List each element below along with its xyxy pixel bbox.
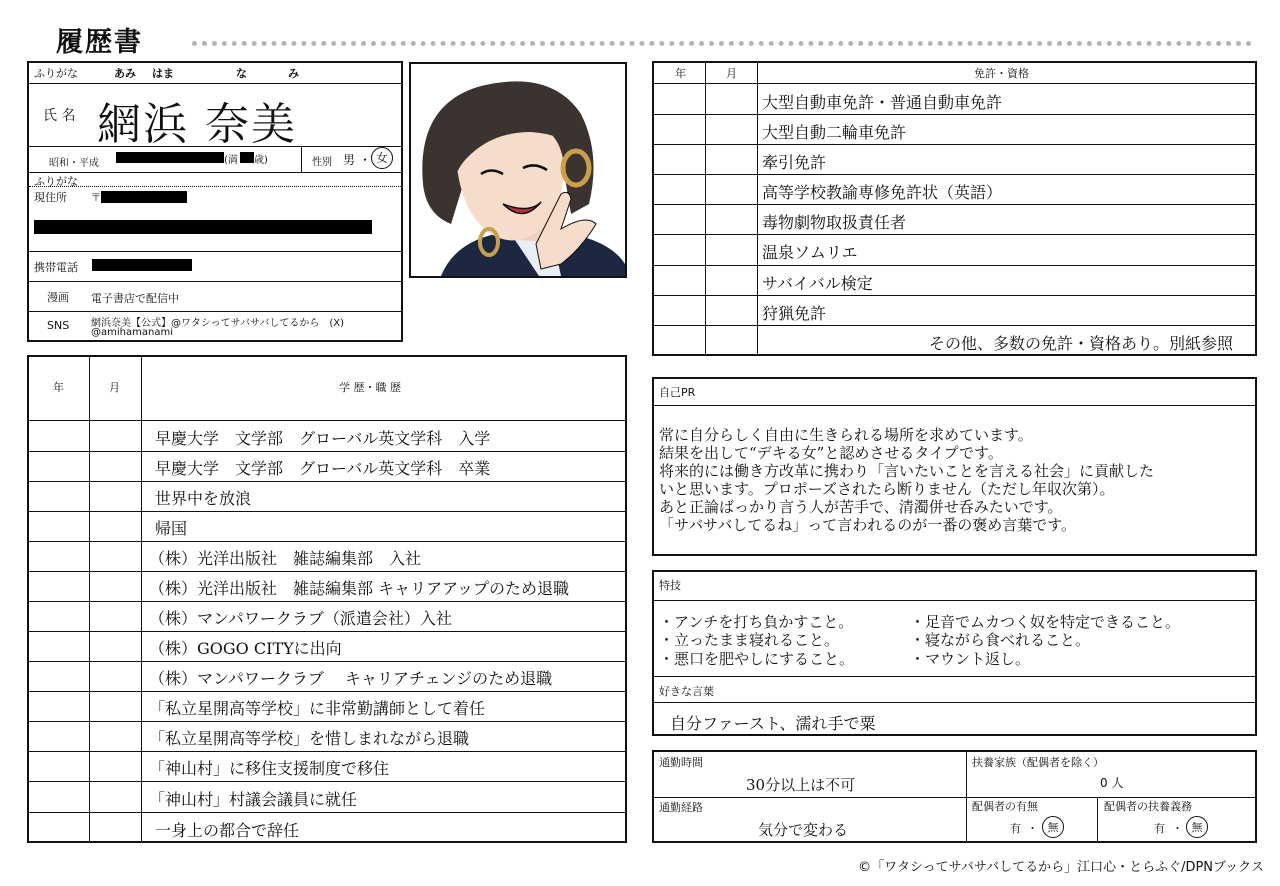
spouse-yes: 有 [1010, 822, 1021, 835]
portrait-photo [409, 62, 627, 278]
age-redacted [240, 152, 254, 163]
history-table [27, 355, 627, 843]
title-dotted-rule [192, 41, 1252, 46]
license-row: 毒物劇物取扱責任者 [762, 213, 907, 232]
license-row: 牽引免許 [762, 153, 827, 172]
gender-female-circled [371, 147, 393, 169]
gender-male: 男 [343, 153, 356, 167]
history-row: （株）GOGO CITYに出向 [149, 639, 342, 658]
self-pr-line: 結果を出して“デキる女”と認めさせるタイプです。 [659, 444, 1003, 462]
history-row: （株）マンパワークラブ（派遣会社）入社 [149, 609, 452, 628]
gender-label: 性別 [312, 157, 332, 168]
self-pr-label: 自己PR [659, 386, 696, 399]
commute-time-value: 30分以上は不可 [746, 776, 856, 794]
history-header-year: 年 [53, 381, 64, 394]
history-row: 世界中を放浪 [155, 489, 252, 508]
dependents-value: 0 人 [1100, 776, 1124, 790]
skills-box [652, 570, 1257, 736]
copyright-notice: ©「ワタシってサバサバしてるから」江口心・とらふぐ/DPNブックス [858, 860, 1264, 875]
favorite-words-label: 好きな言葉 [659, 685, 714, 698]
portrait-illustration [411, 64, 625, 276]
support-no: 無 [1186, 816, 1208, 838]
phone-redacted [92, 259, 192, 271]
self-pr-line: 将来的には働き方改革に携わり「言いたいことを言える社会」に貢献した [659, 462, 1155, 480]
age-close: 歳) [254, 155, 268, 166]
full-name: 網浜 奈美 [97, 99, 297, 150]
history-header-title: 学 歴・職 歴 [339, 381, 401, 394]
license-row: 狩猟免許 [762, 304, 827, 323]
history-row: 一身上の都合で辞任 [155, 821, 300, 840]
licenses-header-month: 月 [726, 67, 737, 80]
license-row: 高等学校教諭専修免許状（英語） [762, 183, 1003, 202]
address-furigana-label: ふりがな [34, 175, 78, 188]
furigana-1: あみ [114, 67, 136, 80]
licenses-header-year: 年 [675, 67, 686, 80]
history-row: （株）光洋出版社 雑誌編集部 キャリアアップのため退職 [149, 579, 569, 598]
furigana-2: はま [152, 67, 174, 80]
support-no-circled [1186, 816, 1208, 838]
history-row: （株）光洋出版社 雑誌編集部 入社 [149, 549, 422, 568]
age-open: (満 [224, 155, 238, 166]
favorite-words-value: 自分ファースト、濡れ手で粟 [670, 714, 876, 733]
history-row: 「神山村」村議会議員に就任 [149, 790, 358, 809]
document-title: 履歴書 [56, 27, 143, 58]
dependents-label: 扶養家族（配偶者を除く） [972, 756, 1104, 769]
self-pr-line: 常に自分らしく自由に生きられる場所を求めています。 [659, 426, 1033, 444]
furigana-3: な [236, 67, 247, 80]
support-dot: ・ [1172, 822, 1183, 835]
license-row: 温泉ソムリエ [762, 243, 858, 262]
licenses-table [652, 61, 1257, 356]
license-row: 大型自動二輪車免許 [762, 123, 907, 142]
self-pr-line: いと思います。プロポーズされたら断りません（ただし年収次第）。 [659, 480, 1115, 498]
license-row: サバイバル検定 [762, 274, 873, 293]
licenses-header-title: 免許・資格 [974, 67, 1029, 80]
profile-box [27, 61, 403, 342]
gender-dot: ・ [359, 153, 372, 167]
furigana-4: み [288, 67, 299, 80]
commute-box [652, 750, 1257, 843]
commute-time-label: 通勤時間 [659, 756, 703, 769]
spouse-no: 無 [1042, 816, 1064, 838]
sns-value-line-2: @amihamanami [91, 327, 173, 338]
manga-label: 漫画 [47, 291, 69, 304]
self-pr-line: 「サバサバしてるね」って言われるのが一番の褒め言葉です。 [659, 516, 1077, 534]
address-redacted [34, 220, 372, 234]
history-row: 「神山村」に移住支援制度で移住 [149, 759, 390, 778]
history-row: （株）マンパワークラブ キャリアチェンジのため退職 [149, 669, 553, 688]
skill-item: ・足音でムカつく奴を特定できること。 [910, 613, 1181, 631]
self-pr-line: あと正論ばっかり言う人が苦手で、清濁併せ呑みたいです。 [659, 498, 1063, 516]
address-label: 現住所 [34, 191, 67, 204]
history-row: 早慶大学 文学部 グローバル英文学科 入学 [155, 429, 491, 448]
name-label: 氏 名 [43, 108, 76, 124]
postal-redacted [101, 191, 187, 203]
self-pr-box [652, 377, 1257, 556]
spouse-no-circled [1042, 816, 1064, 838]
support-yes: 有 [1154, 822, 1165, 835]
skill-item: ・立ったまま寝れること。 [659, 631, 840, 649]
history-header-month: 月 [109, 381, 120, 394]
history-row: 早慶大学 文学部 グローバル英文学科 卒業 [155, 459, 491, 478]
furigana-label: ふりがな [34, 67, 78, 80]
birthdate-redacted [116, 152, 224, 163]
spouse-support-label: 配偶者の扶養義務 [1104, 800, 1192, 813]
skill-item: ・マウント返し。 [910, 650, 1031, 668]
skills-label: 特技 [659, 579, 681, 592]
sns-value-line-1: 網浜奈美【公式】@ワタシってサバサバしてるから (X) [91, 318, 345, 329]
era-label: 昭和・平成 [49, 158, 99, 169]
phone-label: 携帯電話 [34, 261, 78, 274]
spouse-label: 配偶者の有無 [972, 800, 1038, 813]
skill-item: ・アンチを打ち負かすこと。 [659, 613, 854, 631]
postal-mark: 〒 [91, 193, 101, 204]
history-row: 帰国 [155, 519, 188, 538]
history-row: 「私立星開高等学校」に非常勤講師として着任 [149, 699, 486, 718]
gender-female: 女 [371, 147, 393, 169]
history-row: 「私立星開高等学校」を惜しまれながら退職 [149, 729, 470, 748]
commute-route-value: 気分で変わる [758, 821, 849, 839]
commute-route-label: 通勤経路 [659, 801, 703, 814]
spouse-dot: ・ [1027, 822, 1038, 835]
skill-item: ・寝ながら食べれること。 [910, 631, 1091, 649]
license-footer: その他、多数の免許・資格あり。別紙参照 [928, 334, 1233, 353]
sns-label: SNS [47, 319, 70, 332]
skill-item: ・悪口を肥やしにすること。 [659, 650, 855, 668]
manga-value: 電子書店で配信中 [91, 292, 179, 305]
license-row: 大型自動車免許・普通自動車免許 [762, 93, 1003, 112]
